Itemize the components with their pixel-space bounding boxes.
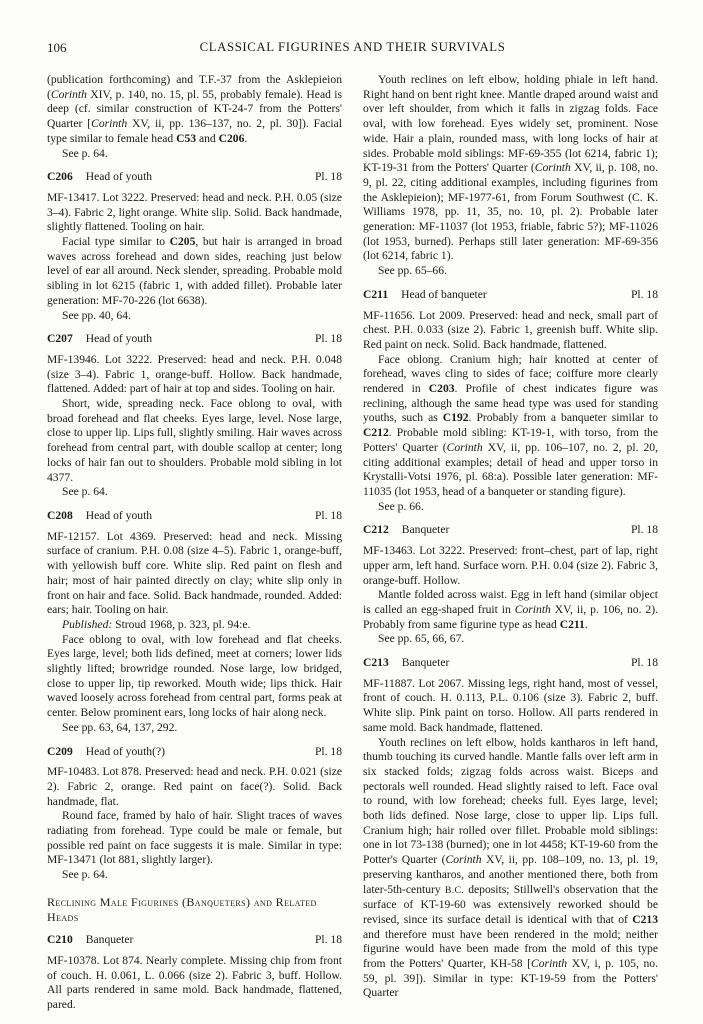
entry-heading <box>47 170 342 185</box>
entry-number: C210 <box>47 933 73 947</box>
paragraph <box>47 765 342 809</box>
text-run: . Probably from a banqueter similar to <box>468 411 658 425</box>
entry-title: Head of youth(?) <box>85 744 165 758</box>
paragraph <box>363 544 658 588</box>
entry-title: Head of youth <box>85 332 153 346</box>
text-run: and therefore must have been rendered in the mold; neither figurine would have been made from the mold of this type from the Potters' Quarter, KH-58 [ <box>363 927 658 971</box>
plate-reference: Pl. 18 <box>630 523 658 537</box>
paragraph <box>363 677 658 736</box>
paragraph <box>363 588 658 632</box>
entry-title: Banqueter <box>85 933 134 947</box>
text-run: Youth reclines on left elbow, holding phiale in left hand. Right hand on bent right knee. Mantle draped around waist and over left shoulder, from which it falls in zigzag folds. Face oval, with low forehead. Eyes widely set, prominent. Nose wide. Hair a plain, rounded mass, with long locks of hair at sides. Probable mold siblings: MF-69-355 (lot 6214, fabric 1); KT-19-31 from the Potters' Quarter ( <box>363 73 658 175</box>
paragraph <box>363 736 658 1002</box>
see-reference: See pp. 65, 66, 67. <box>378 632 465 646</box>
plate-reference: Pl. 18 <box>314 744 342 758</box>
paragraph <box>47 353 342 397</box>
text-run: XIV, p. 140, no. 15, pl. 55, probably female). Head is deep (cf. similar construction of KT-24-7 from the Potters' Quarter [ <box>47 87 342 131</box>
text-run: . <box>584 617 588 631</box>
entry-title: Head of banqueter <box>401 287 487 301</box>
text-run: XV, ii, pp. 136–137, no. 2, pl. 30]). Facial type similar to female head <box>47 117 342 145</box>
paragraph <box>47 191 342 235</box>
entry-number: C212 <box>363 523 389 537</box>
paragraph <box>47 235 342 309</box>
italic-text-run: Corinth <box>445 853 482 867</box>
paragraph <box>363 309 658 353</box>
paragraph <box>47 73 342 147</box>
see-reference: See p. 64. <box>62 146 108 160</box>
entry-number: C209 <box>47 744 73 758</box>
entry-number: C208 <box>47 508 73 522</box>
plate-reference: Pl. 18 <box>314 170 342 184</box>
text-run: XV, ii, p. 108, no. 9, pl. 22, citing additional examples, including figurines from the Asklepieion); MF-1977-61, from Forum Southwest (C. K. Williams 1978, pp. 11, 35, no. 10, pl. 2). Probable later generation: MF-11037 (lot 1953, friable, fabric 5?); MF-11026 (lot 1953, burned). Perhaps still later generation: MF-69-356 (lot 6214, fabric 1). <box>363 161 658 263</box>
text-run: Youth reclines on left elbow, holds kantharos in left hand, thumb touching its curved handle. Mantle falls over left arm in six stacked folds; zigzag folds across waist. Biceps and pectorals well rounded. Head slightly raised to left. Face oval to round, with low forehead; cheeks full. Eyes large, level; both lids defined. Nose large, close to upper lip. Lips full. Cranium high; hair rolled over fillet. Probable mold siblings: one in lot 73-138 (burned); one in lot 4458; KT-19-60 from the Potter's Quarter ( <box>363 735 658 867</box>
text-run: . Profile of chest indicates figure was reclining, although the same head type was used for standing youths, such as <box>363 382 658 425</box>
entry-title: Banqueter <box>401 656 450 670</box>
see-reference: See pp. 65–66. <box>378 264 447 278</box>
entry-heading <box>47 332 342 347</box>
text-run: Mantle folded across waist. Egg in left hand (similar object is called an egg-shaped fruit in <box>363 588 658 616</box>
italic-text-run: Corinth <box>91 117 128 131</box>
entry-heading <box>47 933 342 948</box>
plate-reference: Pl. 18 <box>314 933 342 947</box>
entry-heading <box>363 288 658 303</box>
text-run: MF-10483. Lot 878. Preserved: head and neck. P.H. 0.021 (size 2). Fabric 2, orange. Red paint on face(?). Solid. Back handmade, flat. <box>47 765 342 808</box>
plate-reference: Pl. 18 <box>314 508 342 522</box>
italic-text-run: Corinth <box>534 161 571 175</box>
text-run: Stroud 1968, p. 323, pl. 94:e. <box>112 617 251 631</box>
entry-number: C206 <box>47 170 73 184</box>
section-heading: Reclining Male Figurines (Banqueters) and Related Heads <box>47 894 317 924</box>
plate-reference: Pl. 18 <box>314 332 342 346</box>
text-run: . Probable mold sibling: KT-19-1, with torso, from the Potters' Quarter ( <box>363 426 658 454</box>
text-run: MF-11656. Lot 2009. Preserved: head and neck, small part of chest. P.H. 0.033 (size 2). Fabric 1, greenish buff. White slip. Red paint on neck. Solid. Back handmade, flattened. <box>363 308 658 351</box>
text-run: MF-13946. Lot 3222. Preserved: head and neck. P.H. 0.048 (size 3–4). Fabric 1, orange-buff. Hollow. Back handmade, flattened. Added: part of hair at top and sides. Tooling on hair. <box>47 352 342 396</box>
text-run: Face oblong. Cranium high; hair knotted at center of forehead, waves cling to sides of face; coiffure more clearly rendered in <box>363 352 658 396</box>
text-run: and <box>196 131 219 145</box>
catalog-ref: C206 <box>218 131 245 145</box>
entry-heading <box>363 656 658 671</box>
entry-title: Banqueter <box>401 523 450 537</box>
paragraph <box>47 397 342 485</box>
entry-number: C213 <box>363 656 389 670</box>
text-run: . <box>244 131 248 145</box>
see-reference: See p. 64. <box>62 485 108 499</box>
plate-reference: Pl. 18 <box>630 656 658 670</box>
see-reference: See pp. 63, 64, 137, 292. <box>62 720 178 734</box>
catalog-ref: C205 <box>169 235 196 249</box>
see-reference: See p. 64. <box>62 868 108 882</box>
paragraph <box>47 954 342 1013</box>
text-run: Round face, framed by halo of hair. Slight traces of waves radiating from forehead. Type could be male or female, but possible red paint on face suggests it is male. Similar in type: MF-13471 (lot 881, slightly larger). <box>47 809 342 867</box>
catalog-ref: C211 <box>559 617 585 631</box>
see-reference: See p. 66. <box>378 499 424 513</box>
paragraph <box>47 530 342 618</box>
italic-text-run: Corinth <box>50 87 87 101</box>
entry-heading <box>47 509 342 524</box>
page-number: 106 <box>47 40 67 55</box>
see-reference: See pp. 40, 64. <box>62 308 131 322</box>
text-run: XV, ii, pp. 108–109, no. 13, pl. 19, preserving kantharos, and another mentioned there, both from later-5th-century <box>363 853 658 896</box>
paragraph <box>47 618 342 633</box>
paragraph <box>363 353 658 500</box>
paragraph <box>47 633 342 721</box>
italic-text-run: Corinth <box>446 440 483 454</box>
text-run: Facial type similar to <box>62 235 170 249</box>
text-run: MF-13417. Lot 3222. Preserved: head and neck. P.H. 0.05 (size 3–4). Fabric 2, light orange. White slip. Solid. Back handmade, slightly flattened. Tooling on hair. <box>47 190 342 234</box>
entry-number: C207 <box>47 332 73 346</box>
italic-text-run: Corinth <box>531 957 568 971</box>
page-header <box>47 40 658 58</box>
text-run: XV, ii, p. 106, no. 2). Probably from same figurine type as head <box>363 602 658 631</box>
entry-heading <box>47 745 342 760</box>
catalog-ref: C192 <box>442 411 469 425</box>
text-columns <box>47 73 658 1013</box>
entry-heading <box>363 523 658 538</box>
text-run: , but hair is arranged in broad waves across forehead and down sides, reaching just below level of ear all around. Neck slender, spreading. Probable mold sibling in lot 6215 (fabric 1, with added fillet). Probable later generation: MF-70-226 (lot 6638). <box>47 235 342 307</box>
text-run: B.C. <box>444 884 464 896</box>
left-column <box>47 73 342 1013</box>
text-run: Short, wide, spreading neck. Face oblong to oval, with broad forehead and flat cheeks. Eyes large, level. Nose large, close to upper lip. Lips full, slightly smiling. Hair waves across forehead from central part, with double scallop at center; long locks of hair fan out to shoulders. Probable mold sibling in lot 4377. <box>47 397 342 484</box>
italic-text-run: Published: <box>62 617 113 631</box>
entry-number: C211 <box>363 287 389 301</box>
text-run: Face oblong to oval, with low forehead and flat cheeks. Eyes large, level; both lids defined, meet at corners; lower lids slightly lifted; browridge rounded. Nose large, low bridged, close to upper lip, tip reworked. Mouth wide; lips thick. Hair waved loosely across forehead from central part, forms peak at center. Below prominent ears, long locks of hair along neck. <box>47 632 342 720</box>
catalog-ref: C213 <box>632 912 658 926</box>
text-run: (publication forthcoming) and T.F.-37 from the Asklepieion ( <box>47 73 342 101</box>
text-run: deposits; Stillwell's observation that the surface of KT-19-60 was extensively reworked should be revised, since its surface detail is identical with that of <box>363 882 659 926</box>
text-run: MF-12157. Lot 4369. Preserved: head and neck. Missing surface of cranium. P.H. 0.08 (size 4–5). Fabric 1, orange-buff, with yellowish buff core. White slip. Red paint on flesh and hair; most of hair painted directly on clay; white slip only in front on hair and face. Solid. Back handmade, rounded. Added: ears; hair. Tooling on hair. <box>47 529 342 617</box>
paragraph <box>47 809 342 868</box>
catalog-ref: C53 <box>176 131 197 145</box>
text-run: MF-11887. Lot 2067. Missing legs, right hand, most of vessel, front of couch. H. 0.113, P.L. 0.106 (size 3). Fabric 2, buff. White slip. Pink paint on torso. Hollow. All parts rendered in same mold. Back handmade, flattened. <box>363 676 658 734</box>
page-title: CLASSICAL FIGURINES AND THEIR SURVIVALS <box>199 40 506 54</box>
right-column <box>363 73 658 1013</box>
catalog-ref: C212 <box>363 426 389 440</box>
italic-text-run: Corinth <box>514 602 551 616</box>
plate-reference: Pl. 18 <box>630 287 658 301</box>
text-run: MF-10378. Lot 874. Nearly complete. Missing chip from front of couch. H. 0.061, L. 0.066 (size 2). Fabric 3, buff. Hollow. All parts rendered in same mold. Back handmade, flattened, pared. <box>47 953 342 1012</box>
entry-title: Head of youth <box>85 170 153 184</box>
text-run: MF-13463. Lot 3222. Preserved: front–chest, part of lap, right upper arm, left hand. Surface worn. P.H. 0.04 (size 2). Fabric 3, orange-buff. Hollow. <box>363 544 658 587</box>
entry-title: Head of youth <box>85 508 153 522</box>
text-run: XV, i, p. 105, no. 59, pl. 39]). Similar in type: KT-19-59 from the Potters' Quarter <box>363 957 658 1000</box>
paragraph <box>363 73 658 264</box>
catalog-ref: C203 <box>428 382 455 396</box>
text-run: XV, ii, pp. 106–107, no. 2, pl. 20, citing additional examples; detail of head and upper torso in Krystalli-Votsi 1976, pl. 68:a). Possible later generation: MF-11035 (lot 1953, head of a banqueter or standing figure). <box>363 440 658 498</box>
